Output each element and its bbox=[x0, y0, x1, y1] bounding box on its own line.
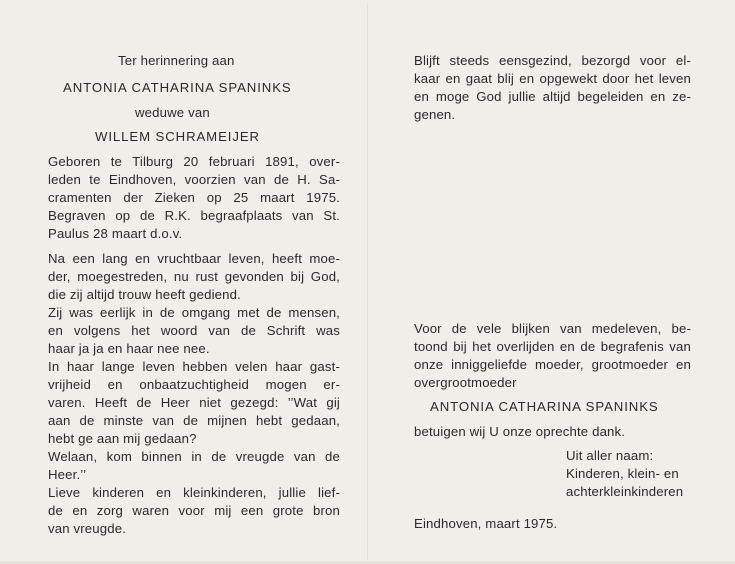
wish-line: genen. bbox=[414, 107, 456, 122]
left-heading: Ter herinnering aan bbox=[118, 53, 235, 68]
text-line: Zij was eerlijk in de omgang met de mensen, bbox=[48, 305, 340, 320]
deceased-name-repeat: ANTONIA CATHARINA SPANINKS bbox=[430, 399, 659, 414]
text-line: vrijheid en onbaatzuchtigheid mogen er- bbox=[48, 377, 340, 392]
text-line: die zij altijd trouw heeft gediend. bbox=[48, 287, 241, 302]
bio-line: Paulus 28 maart d.o.v. bbox=[48, 226, 183, 241]
text-line: de en zorg waren voor mij een grote bron bbox=[48, 503, 340, 518]
bio-line: leden te Eindhoven, voorzien van de H. Sa- bbox=[48, 172, 340, 187]
thanks-statement: betuigen wij U onze oprechte dank. bbox=[414, 424, 626, 439]
bio-line: Geboren te Tilburg 20 februari 1891, over- bbox=[48, 154, 340, 169]
signoff-line: achterkleinkinderen bbox=[566, 484, 684, 499]
text-line: van vreugde. bbox=[48, 521, 127, 536]
deceased-name: ANTONIA CATHARINA SPANINKS bbox=[63, 80, 292, 95]
text-line: aan de minste van de mijnen hebt gedaan, bbox=[48, 413, 340, 428]
wish-line: kaar en gaat blij en opgewekt door het leven bbox=[414, 71, 691, 86]
wish-line: Blijft steeds eensgezind, bezorgd voor el- bbox=[414, 53, 691, 68]
widow-of-label: weduwe van bbox=[135, 105, 210, 120]
text-line: Heer.’’ bbox=[48, 467, 87, 482]
wish-line: en moge God jullie altijd begeleiden en ze- bbox=[414, 89, 691, 104]
husband-name: WILLEM SCHRAMEIJER bbox=[95, 129, 260, 144]
thanks-line: overgrootmoeder bbox=[414, 375, 517, 390]
place-date: Eindhoven, maart 1975. bbox=[414, 516, 558, 531]
text-line: hebt ge aan mij gedaan? bbox=[48, 431, 197, 446]
text-line: en volgens het woord van de Schrift was bbox=[48, 323, 340, 338]
bio-line: Begraven op de R.K. begraafplaats van St. bbox=[48, 208, 340, 223]
text-line: Welaan, kom binnen in de vreugde van de bbox=[48, 449, 340, 464]
text-line: Lieve kinderen en kleinkinderen, jullie lief- bbox=[48, 485, 340, 500]
signoff-line: Kinderen, klein- en bbox=[566, 466, 679, 481]
text-line: Na een lang en vruchtbaar leven, heeft moe- bbox=[48, 251, 340, 266]
thanks-line: Voor de vele blijken van medeleven, be- bbox=[414, 321, 691, 336]
card-fold-line bbox=[367, 4, 368, 560]
text-line: In haar lange leven hebben velen haar gast- bbox=[48, 359, 340, 374]
text-line: varen. Heeft de Heer niet gezegd: ’’Wat gij bbox=[48, 395, 340, 410]
thanks-line: toond bij het overlijden en de begrafenis van bbox=[414, 339, 691, 354]
thanks-line: onze inniggeliefde moeder, grootmoeder en bbox=[414, 357, 691, 372]
text-line: der, moegestreden, nu rust gevonden bij God, bbox=[48, 269, 340, 284]
text-line: haar ja ja en haar nee nee. bbox=[48, 341, 210, 356]
signoff-line: Uit aller naam: bbox=[566, 448, 654, 463]
bio-line: cramenten der Zieken op 25 maart 1975. bbox=[48, 190, 340, 205]
